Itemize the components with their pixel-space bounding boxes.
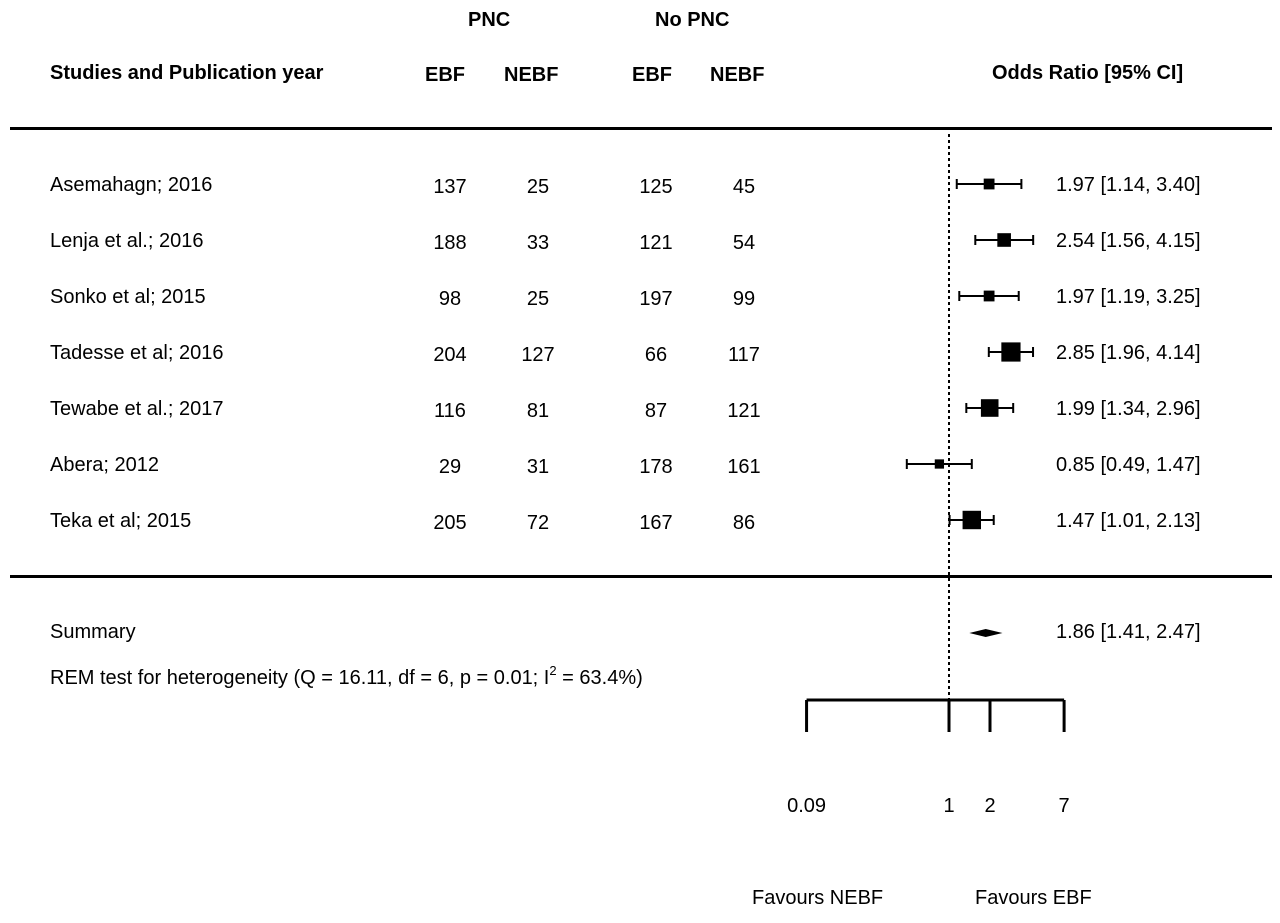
pnc-nebf-count: 33 xyxy=(526,232,550,254)
summary-odds-ratio: 1.86 [1.41, 2.47] xyxy=(1056,621,1201,643)
study-label: Asemahagn; 2016 xyxy=(50,174,213,196)
pnc-nebf-count: 72 xyxy=(526,512,550,534)
heterogeneity-suffix: = 63.4%) xyxy=(556,667,643,689)
point-estimate-box xyxy=(984,179,995,190)
study-odds-ratio: 1.47 [1.01, 2.13] xyxy=(1056,510,1201,532)
header-group-pnc: PNC xyxy=(468,9,511,31)
study-odds-ratio: 1.99 [1.34, 2.96] xyxy=(1056,398,1201,420)
nopnc-nebf-count: 161 xyxy=(727,456,761,478)
study-odds-ratio: 1.97 [1.19, 3.25] xyxy=(1056,286,1201,308)
nopnc-nebf-count: 86 xyxy=(732,512,756,534)
study-odds-ratio: 1.97 [1.14, 3.40] xyxy=(1056,174,1201,196)
pnc-ebf-count: 205 xyxy=(433,512,467,534)
study-odds-ratio: 2.85 [1.96, 4.14] xyxy=(1056,342,1201,364)
favours-ebf-label: Favours EBF xyxy=(975,887,1092,909)
nopnc-nebf-count: 121 xyxy=(727,400,761,422)
point-estimate-box xyxy=(997,233,1011,247)
pnc-nebf-count: 25 xyxy=(526,176,550,198)
study-label: Teka et al; 2015 xyxy=(50,510,192,532)
study-label: Sonko et al; 2015 xyxy=(50,286,206,308)
pnc-nebf-count: 81 xyxy=(526,400,550,422)
nopnc-ebf-count: 197 xyxy=(639,288,673,310)
x-tick-label: 1 xyxy=(943,795,955,817)
header-study: Studies and Publication year xyxy=(50,62,324,84)
x-tick-label: 0.09 xyxy=(787,795,827,817)
point-estimate-box xyxy=(1001,342,1020,361)
study-label: Tewabe et al.; 2017 xyxy=(50,398,224,420)
x-tick-label: 2 xyxy=(984,795,996,817)
pnc-nebf-count: 31 xyxy=(526,456,550,478)
header-odds-ratio: Odds Ratio [95% CI] xyxy=(992,62,1184,84)
pnc-ebf-count: 137 xyxy=(433,176,467,198)
nopnc-ebf-count: 66 xyxy=(644,344,668,366)
pnc-ebf-count: 188 xyxy=(433,232,467,254)
pnc-ebf-count: 116 xyxy=(434,400,466,422)
nopnc-nebf-count: 117 xyxy=(728,344,760,366)
nopnc-ebf-count: 121 xyxy=(639,232,673,254)
nopnc-ebf-count: 178 xyxy=(639,456,673,478)
study-label: Lenja et al.; 2016 xyxy=(50,230,204,252)
header-group-no-pnc: No PNC xyxy=(655,9,730,31)
summary-label: Summary xyxy=(50,621,136,643)
pnc-ebf-count: 98 xyxy=(438,288,462,310)
pnc-ebf-count: 29 xyxy=(438,456,462,478)
header-nopnc-nebf: NEBF xyxy=(710,64,765,86)
heterogeneity-sup: 2 xyxy=(549,663,557,678)
nopnc-ebf-count: 87 xyxy=(644,400,668,422)
favours-nebf-label: Favours NEBF xyxy=(752,887,884,909)
x-tick-label: 7 xyxy=(1058,795,1070,817)
nopnc-nebf-count: 45 xyxy=(732,176,756,198)
nopnc-nebf-count: 99 xyxy=(732,288,756,310)
point-estimate-box xyxy=(984,291,995,302)
nopnc-nebf-count: 54 xyxy=(732,232,756,254)
header-nopnc-ebf: EBF xyxy=(632,64,672,86)
study-odds-ratio: 2.54 [1.56, 4.15] xyxy=(1056,230,1201,252)
nopnc-ebf-count: 125 xyxy=(639,176,673,198)
pooled-diamond xyxy=(969,629,1002,637)
pnc-nebf-count: 127 xyxy=(521,344,555,366)
point-estimate-box xyxy=(981,399,999,417)
heterogeneity-prefix: REM test for heterogeneity (Q = 16.11, df = 6, p = 0.01; I xyxy=(50,667,550,689)
study-odds-ratio: 0.85 [0.49, 1.47] xyxy=(1056,454,1201,476)
study-label: Abera; 2012 xyxy=(50,454,159,476)
pnc-nebf-count: 25 xyxy=(526,288,550,310)
point-estimate-box xyxy=(963,511,981,529)
study-label: Tadesse et al; 2016 xyxy=(50,342,224,364)
point-estimate-box xyxy=(935,459,944,468)
header-pnc-nebf: NEBF xyxy=(504,64,559,86)
header-pnc-ebf: EBF xyxy=(425,64,465,86)
nopnc-ebf-count: 167 xyxy=(639,512,673,534)
pnc-ebf-count: 204 xyxy=(433,344,467,366)
